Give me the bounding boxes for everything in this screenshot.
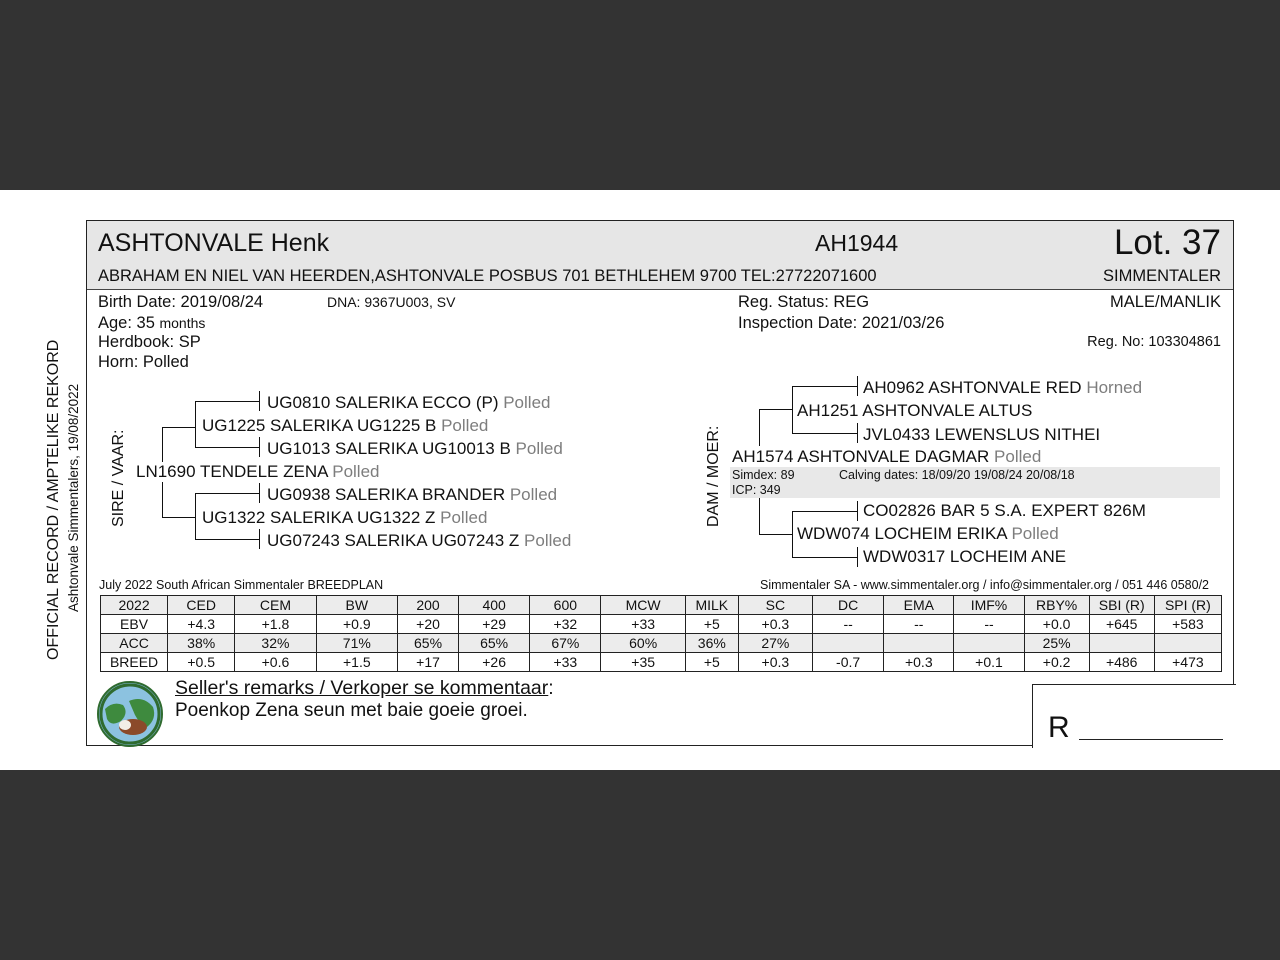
- breedplan-cell: +583: [1154, 615, 1221, 634]
- breedplan-cell: +5: [685, 615, 738, 634]
- breedplan-cell: +17: [398, 653, 459, 672]
- breedplan-header-cell: CEM: [235, 596, 316, 615]
- animal-id: AH1944: [815, 230, 899, 256]
- breedplan-header-cell: RBY%: [1024, 596, 1089, 615]
- dam-sire-sire: AH0962 ASHTONVALE RED Horned: [863, 378, 1143, 397]
- breedplan-cell: +0.0: [1024, 615, 1089, 634]
- breedplan-cell: +1.8: [235, 615, 316, 634]
- sex: MALE/MANLIK: [1110, 293, 1221, 311]
- dam-calving-dates: Calving dates: 18/09/20 19/08/24 20/08/18: [839, 468, 1075, 482]
- breedplan-header-cell: 600: [530, 596, 601, 615]
- sire-sire: UG1225 SALERIKA UG1225 B Polled: [202, 416, 489, 435]
- breedplan-cell: 67%: [530, 634, 601, 653]
- breedplan-cell: +35: [601, 653, 685, 672]
- breedplan-row: [101, 653, 1222, 672]
- dam-sire: AH1251 ASHTONVALE ALTUS: [797, 401, 1033, 420]
- horn-status: Horn: Polled: [98, 353, 189, 371]
- age: [98, 314, 205, 333]
- breedplan-header-cell: DC: [813, 596, 884, 615]
- breedplan-cell: --: [884, 615, 954, 634]
- breedplan-cell: [1154, 634, 1221, 653]
- lot-number: Lot. 37: [1113, 223, 1221, 262]
- breedplan-cell: 36%: [685, 634, 738, 653]
- breedplan-row: [101, 634, 1222, 653]
- dam-dam-sire: CO02826 BAR 5 S.A. EXPERT 826M: [863, 501, 1146, 520]
- breedplan-cell: +0.2: [1024, 653, 1089, 672]
- title-bar: [87, 221, 1233, 265]
- breedplan-cell: 38%: [168, 634, 235, 653]
- breedplan-cell: +33: [601, 615, 685, 634]
- breedplan-cell: +26: [459, 653, 530, 672]
- breedplan-cell: 65%: [459, 634, 530, 653]
- sire-sire-dam: UG1013 SALERIKA UG10013 B Polled: [267, 439, 563, 458]
- price-line[interactable]: [1079, 739, 1223, 740]
- sire-dam-sire: UG0938 SALERIKA BRANDER Polled: [267, 485, 558, 504]
- sire-side-label: SIRE / VAAR:: [110, 429, 127, 527]
- breed-name: SIMMENTALER: [1103, 267, 1221, 285]
- remarks-heading: Seller's remarks / Verkoper se kommentaar:: [175, 677, 554, 699]
- breedplan-table: [100, 595, 1222, 672]
- sire: LN1690 TENDELE ZENA Polled: [136, 462, 380, 481]
- breedplan-cell: [813, 634, 884, 653]
- breedplan-header-cell: CED: [168, 596, 235, 615]
- breedplan-cell: +32: [530, 615, 601, 634]
- breedplan-header-cell: 400: [459, 596, 530, 615]
- breedplan-cell: +0.3: [738, 653, 812, 672]
- breedplan-cell: +4.3: [168, 615, 235, 634]
- breedplan-contact: Simmentaler SA - www.simmentaler.org / info@simmentaler.org / 051 446 0580/2: [759, 578, 1209, 592]
- breedplan-cell: 25%: [1024, 634, 1089, 653]
- breedplan-header-cell: IMF%: [954, 596, 1024, 615]
- breedplan-cell: +5: [685, 653, 738, 672]
- breedplan-cell: +645: [1089, 615, 1154, 634]
- breedplan-title: July 2022 South African Simmentaler BREEDPLAN: [99, 578, 384, 592]
- breedplan-cell: ACC: [101, 634, 168, 653]
- breedplan-header-cell: SPI (R): [1154, 596, 1221, 615]
- breedplan-header-row: [101, 596, 1222, 615]
- owner-bar: [87, 264, 1233, 290]
- dam-icp: ICP: 349: [732, 483, 781, 497]
- breedplan-cell: +0.3: [738, 615, 812, 634]
- sire-dam: UG1322 SALERIKA UG1322 Z Polled: [202, 508, 488, 527]
- dam-side-label: DAM / MOER:: [705, 425, 722, 527]
- dam-dam: WDW074 LOCHEIM ERIKA Polled: [797, 524, 1059, 543]
- breedplan-cell: --: [954, 615, 1024, 634]
- breedplan-cell: 71%: [316, 634, 397, 653]
- sire-dam-dam: UG07243 SALERIKA UG07243 Z Polled: [267, 531, 572, 550]
- breedplan-cell: 60%: [601, 634, 685, 653]
- breedplan-cell: +0.1: [954, 653, 1024, 672]
- herdbook: Herdbook: SP: [98, 333, 201, 351]
- lot-card: [86, 220, 1234, 746]
- reg-status: Reg. Status: REG: [738, 293, 870, 311]
- official-record-label: OFFICIAL RECORD / AMPTELIKE REKORD: [45, 339, 62, 660]
- breedplan-cell: 32%: [235, 634, 316, 653]
- dam: AH1574 ASHTONVALE DAGMAR Polled: [732, 447, 1042, 466]
- owner-details: ABRAHAM EN NIEL VAN HEERDEN,ASHTONVALE POSBUS 701 BETHLEHEM 9700 TEL:27722071600: [98, 267, 877, 285]
- dam-simdex: Simdex: 89: [732, 468, 795, 482]
- breedplan-cell: --: [813, 615, 884, 634]
- breedplan-cell: +1.5: [316, 653, 397, 672]
- breedplan-cell: 65%: [398, 634, 459, 653]
- breedplan-cell: [1089, 634, 1154, 653]
- breedplan-cell: +473: [1154, 653, 1221, 672]
- dna-info: DNA: 9367U003, SV: [327, 294, 456, 310]
- breedplan-cell: -0.7: [813, 653, 884, 672]
- breedplan-header-cell: SC: [738, 596, 812, 615]
- sire-sire-sire: UG0810 SALERIKA ECCO (P) Polled: [267, 393, 551, 412]
- breedplan-header-cell: SBI (R): [1089, 596, 1154, 615]
- breedplan-cell: +0.3: [884, 653, 954, 672]
- breedplan-header-cell: 2022: [101, 596, 168, 615]
- age-unit: months: [159, 315, 206, 331]
- breedplan-cell: [884, 634, 954, 653]
- breedplan-cell: +29: [459, 615, 530, 634]
- breedplan-cell: +0.9: [316, 615, 397, 634]
- breedplan-header-cell: MILK: [685, 596, 738, 615]
- price-box: [1032, 684, 1236, 748]
- breedplan-cell: EBV: [101, 615, 168, 634]
- breedplan-cell: [954, 634, 1024, 653]
- breedplan-header-cell: BW: [316, 596, 397, 615]
- breedplan-cell: +486: [1089, 653, 1154, 672]
- breedplan-header-cell: MCW: [601, 596, 685, 615]
- breedplan-header-cell: 200: [398, 596, 459, 615]
- breedplan-cell: BREED: [101, 653, 168, 672]
- breedplan-cell: +20: [398, 615, 459, 634]
- simmentaler-logo: [97, 681, 163, 747]
- breedplan-cell: +0.5: [168, 653, 235, 672]
- breedplan-header-cell: EMA: [884, 596, 954, 615]
- society-date-label: Ashtonvale Simmentalers, 19/08/2022: [66, 383, 81, 612]
- animal-name: ASHTONVALE Henk: [98, 229, 330, 257]
- breedplan-row: [101, 615, 1222, 634]
- remarks-text: Poenkop Zena seun met baie goeie groei.: [175, 700, 528, 721]
- breedplan-cell: +0.6: [235, 653, 316, 672]
- dam-sire-dam: JVL0433 LEWENSLUS NITHEI: [863, 425, 1101, 444]
- age-value: Age: 35: [98, 314, 155, 332]
- breedplan-cell: +33: [530, 653, 601, 672]
- price-currency: R: [1048, 711, 1070, 744]
- reg-number: Reg. No: 103304861: [1087, 334, 1221, 350]
- inspection-date: Inspection Date: 2021/03/26: [738, 314, 945, 332]
- dam-dam-dam: WDW0317 LOCHEIM ANE: [863, 547, 1067, 566]
- breedplan-cell: 27%: [738, 634, 812, 653]
- birth-date: Birth Date: 2019/08/24: [98, 293, 264, 311]
